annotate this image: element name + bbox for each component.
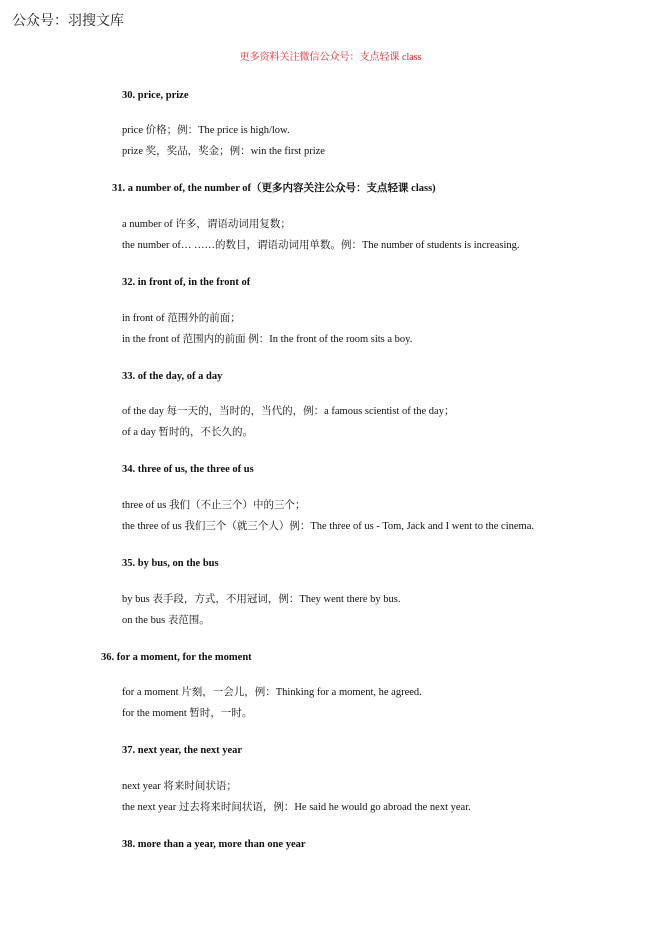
section-31-title-text: 31. a number of, the number of — [112, 183, 252, 194]
section-31-title-note: （更多内容关注公众号：支点轻课 class) — [251, 183, 436, 194]
section-33-title: 33. of the day, of a day — [122, 371, 223, 382]
section-34-title: 34. three of us, the three of us — [122, 464, 254, 475]
section-35-line-2: on the bus 表范围。 — [122, 615, 210, 626]
section-32-line-1: in front of 范围外的前面； — [122, 313, 241, 324]
section-36-line-1: for a moment 片刻，一会儿，例：Thinking for a moment, he agreed. — [122, 687, 422, 698]
section-31-title — [112, 182, 436, 195]
section-35-title: 35. by bus, on the bus — [122, 558, 219, 569]
section-32-title: 32. in front of, in the front of — [122, 277, 251, 288]
section-31-line-1: a number of 许多，谓语动词用复数； — [122, 219, 291, 230]
section-32-line-2: in the front of 范围内的前面 例：In the front of the room sits a boy. — [122, 334, 413, 345]
watermark-account: 公众号：羽搜文库 — [12, 13, 124, 29]
section-36-line-2: for the moment 暂时，一时。 — [122, 708, 253, 719]
section-36-title: 36. for a moment, for the moment — [101, 652, 252, 663]
section-31-line-2: the number of… ……的数目，谓语动词用单数。例：The number of students is increasing. — [122, 240, 520, 251]
section-34-line-1: three of us 我们（不止三个）中的三个； — [122, 500, 306, 511]
section-30-line-1: price 价格；例：The price is high/low. — [122, 125, 290, 136]
section-37-line-2: the next year 过去将来时间状语，例：He said he would go abroad the next year. — [122, 802, 471, 813]
section-38-title: 38. more than a year, more than one year — [122, 839, 306, 850]
promo-note: 更多资料关注微信公众号：支点轻课 class — [239, 52, 422, 63]
section-37-line-1: next year 将来时间状语； — [122, 781, 237, 792]
section-33-line-1: of the day 每一天的，当时的，当代的，例：a famous scientist of the day； — [122, 406, 455, 417]
section-34-line-2: the three of us 我们三个（就三个人）例：The three of us - Tom, Jack and I went to the cinema. — [122, 521, 534, 532]
section-33-line-2: of a day 暂时的，不长久的。 — [122, 427, 253, 438]
section-35-line-1: by bus 表手段，方式，不用冠词，例：They went there by bus. — [122, 594, 401, 605]
section-30-title: 30. price, prize — [122, 90, 189, 101]
section-37-title: 37. next year, the next year — [122, 745, 243, 756]
section-30-line-2: prize 奖，奖品，奖金；例：win the first prize — [122, 146, 325, 157]
